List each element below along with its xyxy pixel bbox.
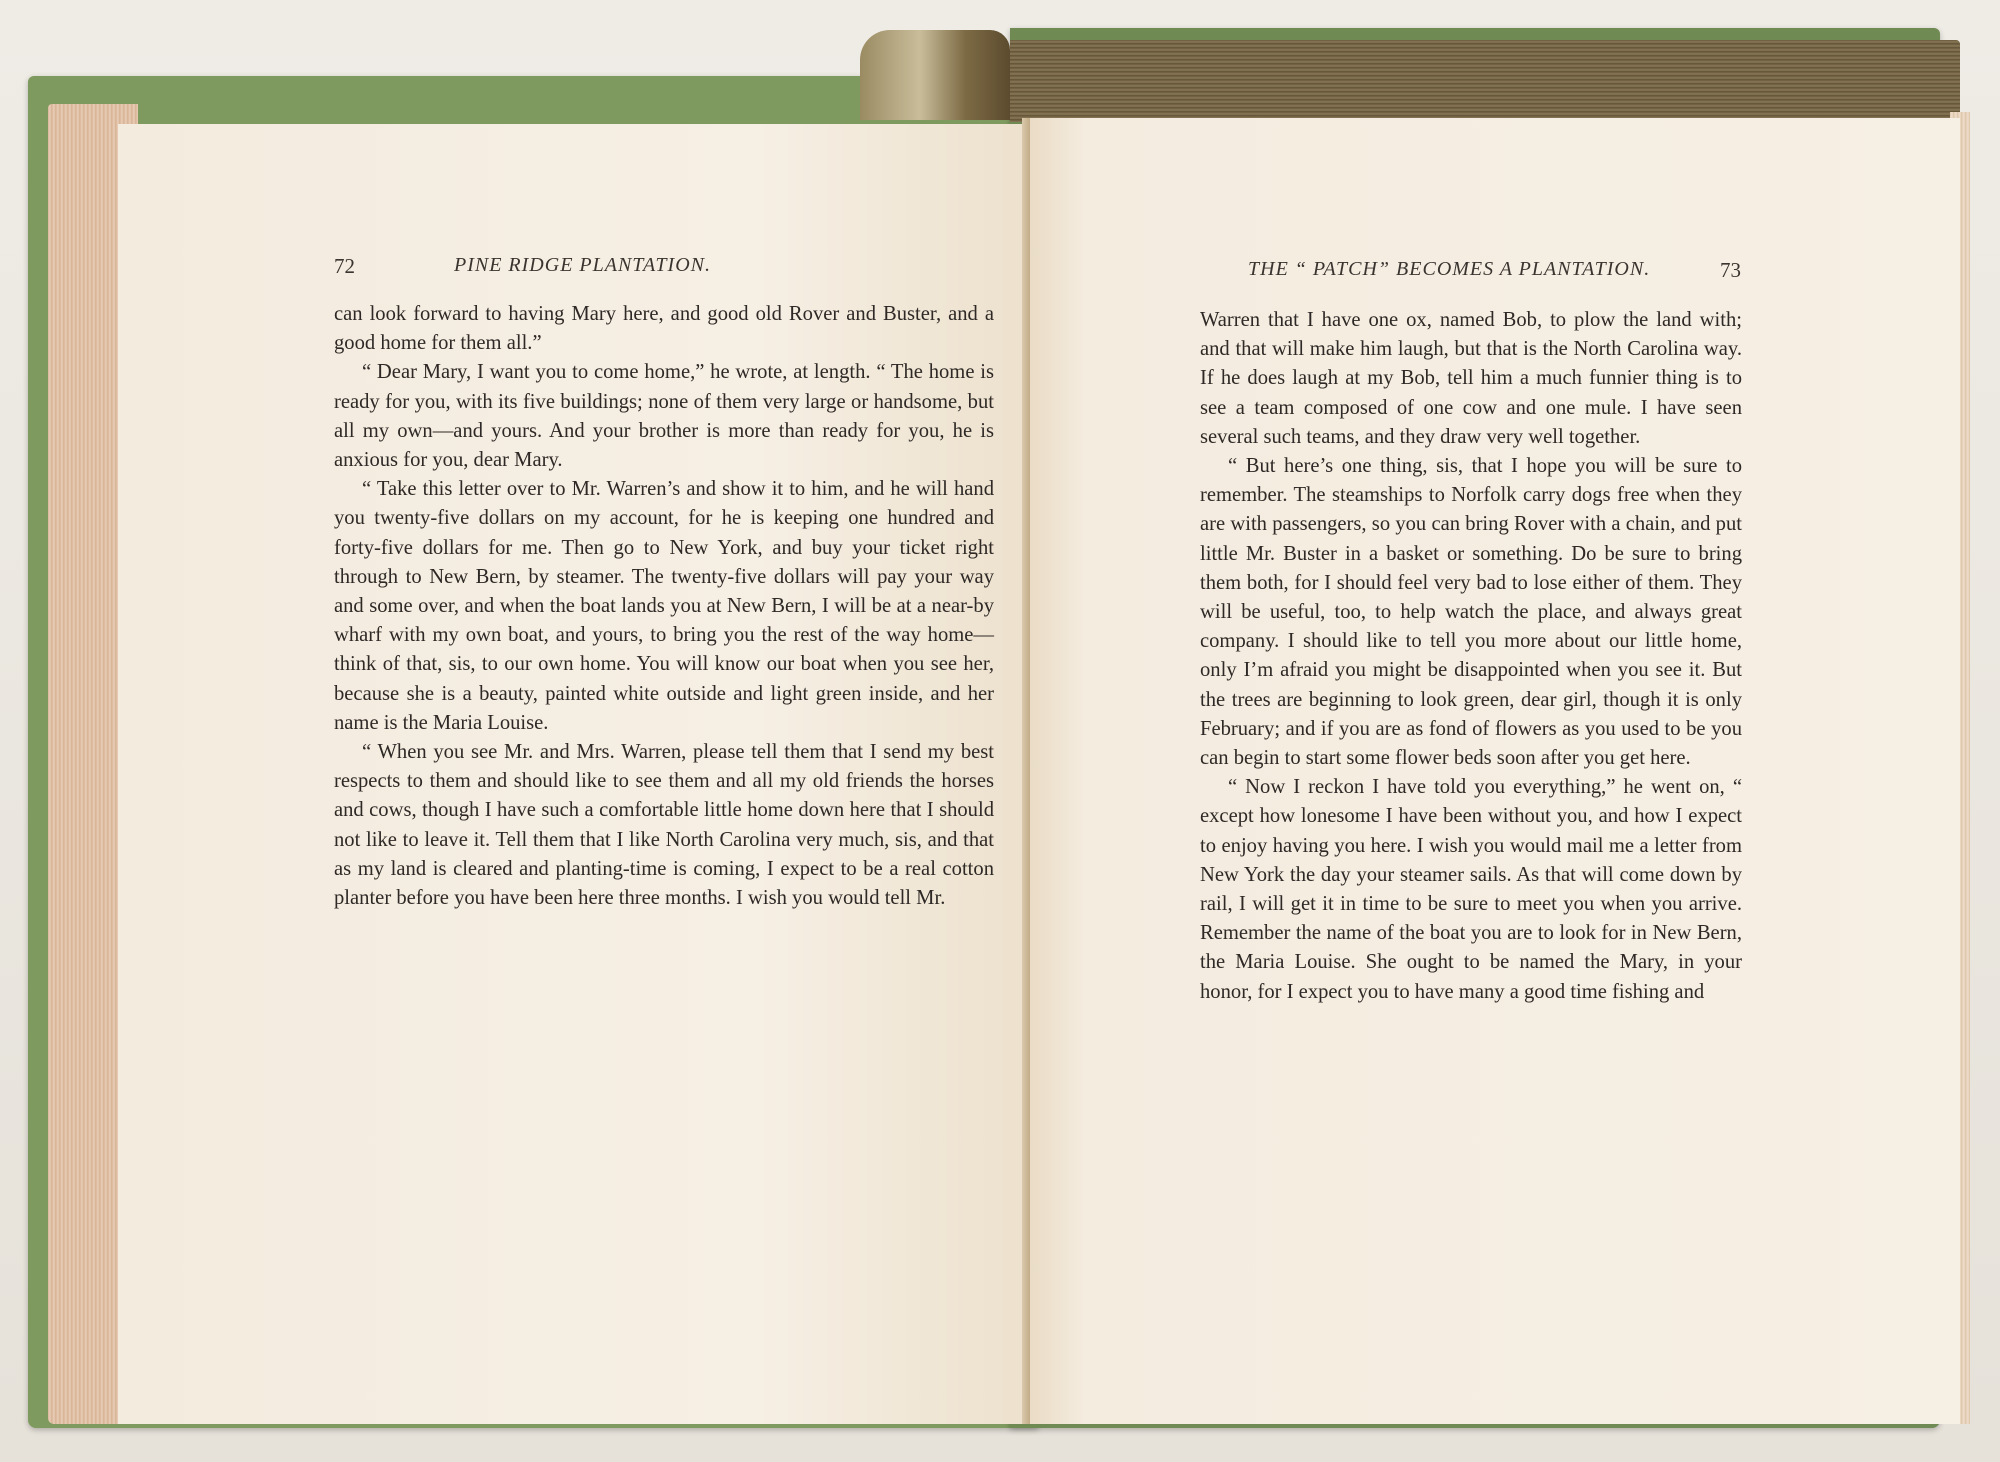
page-block-top-edge <box>1010 40 1960 122</box>
paragraph: “ Dear Mary, I want you to come home,” he wrote, at length. “ The home is ready for you, with its five buildings; none of them very large or handsome, but all my own—and yours. And your brother is more than ready for you, he is anxious for you, dear Mary. <box>334 361 994 472</box>
left-body-text <box>334 300 994 913</box>
paragraph: can look forward to having Mary here, and good old Rover and Buster, and a good home for them all.” <box>334 303 994 355</box>
torn-spine <box>860 30 1010 120</box>
paragraph: “ When you see Mr. and Mrs. Warren, please tell them that I send my best respects to them and should like to see them and all my old friends the horses and cows, though I have such a comfortable little home down here that I should not like to leave it. Tell them that I like North Carolina very much, sis, and that as my land is cleared and planting-time is coming, I expect to be a real cotton planter before you have been here three months. I wish you would tell Mr. <box>334 741 994 910</box>
left-running-head: PINE RIDGE PLANTATION. <box>454 254 711 276</box>
right-body-text <box>1200 306 1742 1007</box>
left-page-number: 72 <box>334 254 355 278</box>
paragraph: “ Take this letter over to Mr. Warren’s and show it to him, and he will hand you twenty-five dollars on my account, for he is keeping one hundred and forty-five dollars for me. Then go to New York, and buy your ticket right through to New Bern, by steamer. The twenty-five dollars will pay your way and some over, and when the boat lands you at New Bern, I will be at a near-by wharf with my own boat, and yours, to bring you the rest of the way home—think of that, sis, to our own home. You will know our boat when you see her, because she is a beauty, painted white outside and light green inside, and her name is the Maria Louise. <box>334 478 994 734</box>
paragraph: “ But here’s one thing, sis, that I hope you will be sure to remember. The steamships to Norfolk carry dogs free when they are with passengers, so you can bring Rover with a chain, and put little Mr. Buster in a basket or something. Do be sure to bring them both, for I should feel very bad to lose either of them. They will be useful, too, to help watch the place, and always great company. I should like to tell you more about our little home, only I’m afraid you might be disappointed when you see it. But the trees are beginning to look green, dear girl, though it is only February; and if you are as fond of flowers as you used to be you can begin to start some flower beds soon after you get here. <box>1200 455 1742 770</box>
paragraph: “ Now I reckon I have told you everything,” he went on, “ except how lonesome I have been without you, and how I expect to enjoy having you here. I wish you would mail me a letter from New York the day your steamer sails. As that will come down by rail, I will get it in time to be sure to meet you when you arrive. Remember the name of the boat you are to look for in New Bern, the Maria Louise. She ought to be named the Mary, in your honor, for I expect you to have many a good time fishing and <box>1200 776 1742 1003</box>
right-page <box>1030 118 1960 1424</box>
right-running-head: THE “ PATCH” BECOMES A PLANTATION. <box>1248 258 1651 280</box>
left-page <box>118 124 1030 1424</box>
paragraph: Warren that I have one ox, named Bob, to plow the land with; and that will make him laugh, but that is the North Carolina way. If he does laugh at my Bob, tell him a much funnier thing is to see a team composed of one cow and one mule. I have seen several such teams, and they draw very well together. <box>1200 309 1742 448</box>
right-page-number: 73 <box>1720 258 1741 282</box>
